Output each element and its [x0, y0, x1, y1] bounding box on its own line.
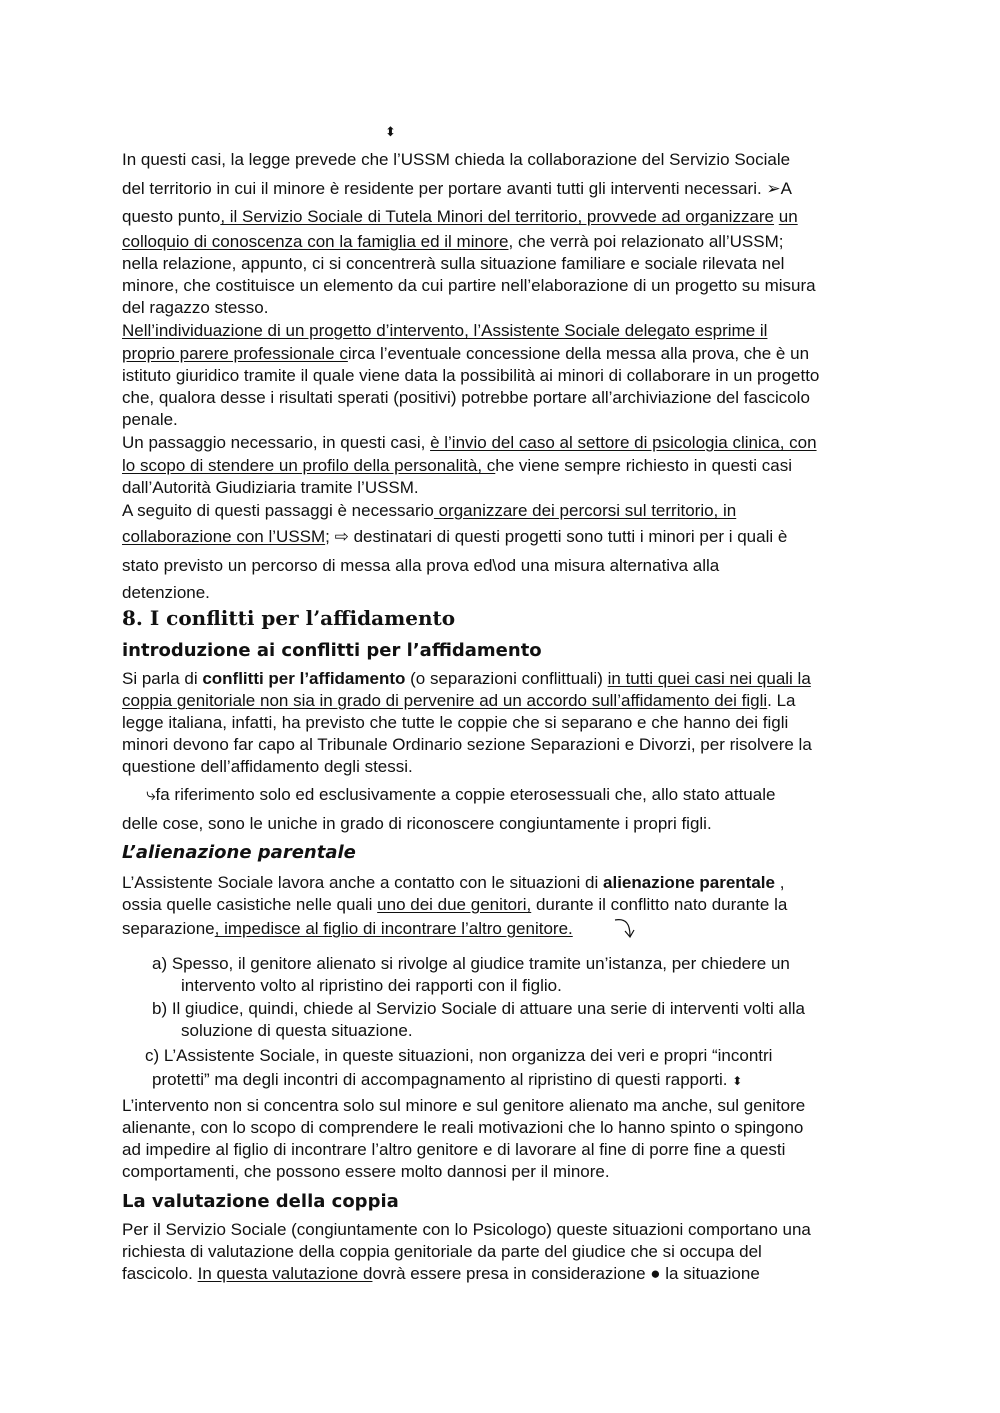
paragraph-line: In questi casi, la legge prevede che l’USSM chieda la collaborazione del Servizio Sociale — [122, 150, 791, 169]
paragraph-line: proprio parere professionale circa l’eventuale concessione della messa alla prova, che è un — [122, 344, 810, 363]
paragraph-line: Nell’individuazione di un progetto d’intervento, l’Assistente Sociale delegato esprime il — [122, 321, 768, 340]
list-item: a) Spesso, il genitore alienato si rivolge al giudice tramite un’istanza, per chiedere un — [152, 954, 790, 973]
paragraph-line: istituto giuridico tramite il quale viene data la possibilità ai minori di collaborare in un progetto — [122, 366, 820, 385]
paragraph-line: stato previsto un percorso di messa alla prova ed\od una misura alternativa alla — [122, 556, 720, 575]
paragraph-line: richiesta di valutazione della coppia genitoriale da parte del giudice che si occupa del — [122, 1242, 762, 1261]
list-item-continuation: intervento volto al ripristino dei rapporti con il figlio. — [181, 976, 562, 995]
double-arrow-icon: ⬍ — [732, 1074, 743, 1088]
paragraph-line: del territorio in cui il minore è residente per portare avanti tutti gli interventi necessari. ➢A — [122, 179, 793, 198]
arrow-right-icon: ➢ — [766, 179, 781, 198]
list-item-continuation: soluzione di questa situazione. — [181, 1021, 413, 1040]
paragraph-line: che, qualora desse i risultati sperati (positivi) potrebbe portare all’archiviazione del fascicolo — [122, 388, 810, 407]
paragraph-line: legge italiana, infatti, ha previsto che tutte le coppie che si separano e che hanno dei figli — [122, 713, 789, 732]
paragraph-line: fascicolo. In questa valutazione dovrà essere presa in considerazione ● la situazione — [122, 1264, 760, 1283]
paragraph-line: ⤷fa riferimento solo ed esclusivamente a coppie eterosessuali che, allo stato attuale — [146, 785, 776, 804]
paragraph-line: minori devono far capo al Tribunale Ordinario sezione Separazioni e Divorzi, per risolvere la — [122, 735, 812, 754]
paragraph-line: lo scopo di stendere un profilo della personalità, che viene sempre richiesto in questi casi — [122, 456, 792, 475]
paragraph-line: minore, che costituisce un elemento da cui partire nell’elaborazione di un progetto su misura — [122, 276, 816, 295]
double-arrow-icon: ⬍ — [385, 124, 396, 139]
subsection-heading: introduzione ai conflitti per l’affidamento — [122, 640, 542, 661]
paragraph-line: L’Assistente Sociale lavora anche a contatto con le situazioni di alienazione parentale , — [122, 873, 785, 892]
paragraph-line: coppia genitoriale non sia in grado di pervenire ad un accordo sull’affidamento dei figli. La — [122, 691, 796, 710]
subsection-heading: L’alienazione parentale — [122, 842, 356, 863]
paragraph-line: delle cose, sono le uniche in grado di riconoscere congiuntamente i propri figli. — [122, 814, 712, 833]
paragraph-line: Un passaggio necessario, in questi casi, è l’invio del caso al settore di psicologia clinica, con — [122, 433, 817, 452]
paragraph-line: alienante, con lo scopo di comprendere le reali motivazioni che lo hanno spinto o spingono — [122, 1118, 804, 1137]
paragraph-line: comportamenti, che possono essere molto dannosi per il minore. — [122, 1162, 610, 1181]
hook-arrow-icon: ⤷ — [146, 785, 156, 804]
paragraph-line: A seguito di questi passaggi è necessario organizzare dei percorsi sul territorio, in — [122, 501, 737, 520]
paragraph-line: Per il Servizio Sociale (congiuntamente con lo Psicologo) queste situazioni comportano una — [122, 1220, 811, 1239]
subsection-heading: La valutazione della coppia — [122, 1191, 399, 1212]
list-item: c) L’Assistente Sociale, in queste situazioni, non organizza dei veri e propri “incontri — [145, 1046, 773, 1065]
paragraph-line: ossia quelle casistiche nelle quali uno dei due genitori, durante il conflitto nato durante la — [122, 895, 788, 914]
curved-arrow-icon — [612, 916, 638, 940]
paragraph-line: penale. — [122, 410, 178, 429]
paragraph-line: questo punto, il Servizio Sociale di Tutela Minori del territorio, provvede ad organizzare un — [122, 207, 798, 226]
paragraph-line: collaborazione con l’USSM; ⇨ destinatari di questi progetti sono tutti i minori per i quali è — [122, 527, 788, 546]
paragraph-line: colloquio di conoscenza con la famiglia ed il minore, che verrà poi relazionato all’USSM; — [122, 232, 784, 251]
paragraph-line: del ragazzo stesso. — [122, 298, 269, 317]
paragraph-line: Si parla di conflitti per l’affidamento (o separazioni conflittuali) in tutti quei casi nei quali la — [122, 669, 811, 688]
paragraph-line: nella relazione, appunto, ci si concentrerà sulla situazione familiare e sociale rilevata nel — [122, 254, 785, 273]
list-item-continuation: protetti” ma degli incontri di accompagnamento al ripristino di questi rapporti. ⬍ — [152, 1070, 743, 1089]
hollow-arrow-icon: ⇨ — [334, 527, 349, 546]
paragraph-line: ad impedire al figlio di incontrare l’altro genitore e di lavorare al fine di porre fine a questi — [122, 1140, 786, 1159]
paragraph-line: questione dell’affidamento degli stessi. — [122, 757, 413, 776]
paragraph-line: separazione, impedisce al figlio di incontrare l’altro genitore. — [122, 919, 573, 938]
paragraph-line: L’intervento non si concentra solo sul minore e sul genitore alienato ma anche, sul genitore — [122, 1096, 806, 1115]
section-heading: 8. I conflitti per l’affidamento — [122, 606, 456, 630]
paragraph-line: dall’Autorità Giudiziaria tramite l’USSM. — [122, 478, 419, 497]
list-item: b) Il giudice, quindi, chiede al Servizio Sociale di attuare una serie di interventi volti alla — [152, 999, 805, 1018]
paragraph-line: detenzione. — [122, 583, 210, 602]
